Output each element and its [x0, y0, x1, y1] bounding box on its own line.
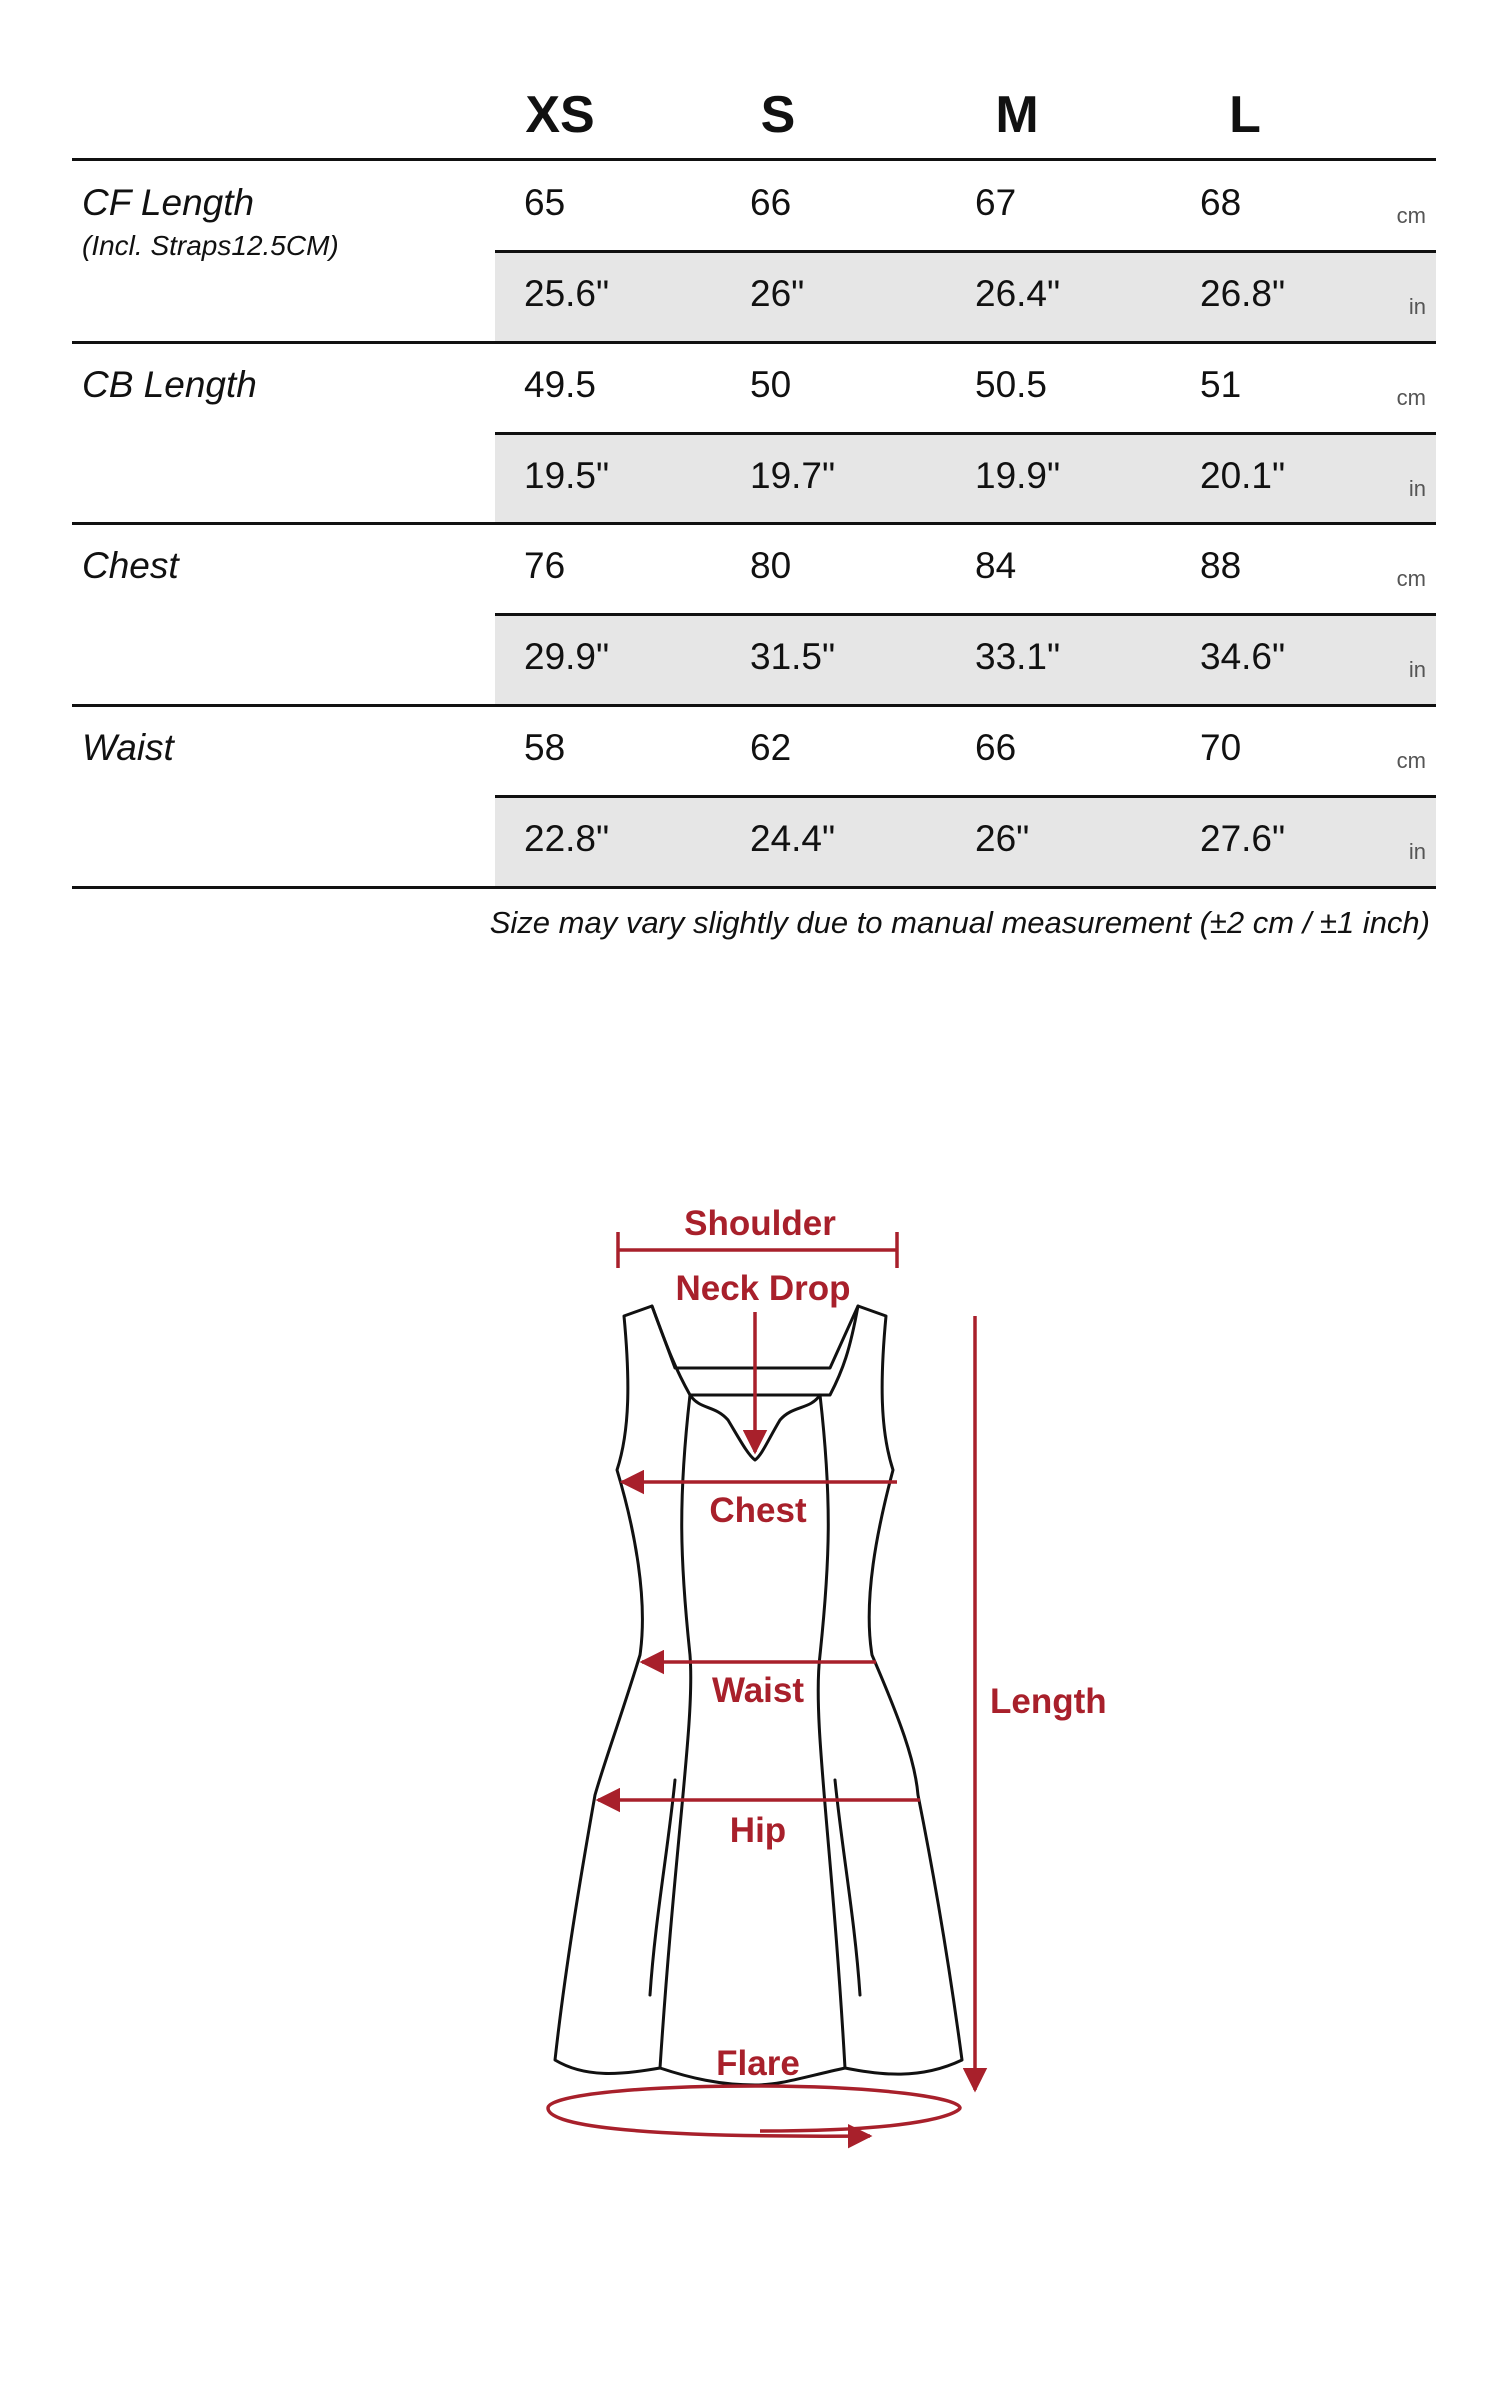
- cell-value: 49.5: [524, 364, 597, 405]
- seam-left: [660, 1395, 691, 2068]
- cell-value: 70: [1200, 727, 1242, 768]
- unit-label: in: [1408, 476, 1426, 501]
- row-label-cb-length: CB Length: [82, 364, 257, 405]
- cell-value: 76: [524, 545, 566, 586]
- unit-label: cm: [1396, 566, 1426, 591]
- row-label-cf-length: CF Length: [82, 182, 255, 223]
- row-label-chest: Chest: [82, 545, 179, 586]
- cell-value: 50.5: [975, 364, 1048, 405]
- cell-value: 68: [1200, 182, 1242, 223]
- unit-label: cm: [1396, 385, 1426, 410]
- measurement-note: Size may vary slightly due to manual measurement (±2 cm / ±1 inch): [489, 905, 1430, 940]
- cell-value: 65: [524, 182, 566, 223]
- waist-label: Waist: [711, 1671, 805, 1710]
- unit-label: in: [1408, 294, 1426, 319]
- unit-label: in: [1408, 839, 1426, 864]
- cell-value: 19.5": [524, 455, 610, 496]
- cell-value: 34.6": [1200, 636, 1286, 677]
- cell-value: 31.5": [750, 636, 836, 677]
- neck-drop-label: Neck Drop: [675, 1269, 851, 1308]
- flare-ellipse: [548, 2086, 960, 2136]
- cell-value: 62: [750, 727, 792, 768]
- cell-value: 66: [975, 727, 1017, 768]
- cell-value: 27.6": [1200, 818, 1286, 859]
- cell-value: 29.9": [524, 636, 610, 677]
- cell-value: 84: [975, 545, 1017, 586]
- cell-value: 24.4": [750, 818, 836, 859]
- cell-value: 26.8": [1200, 273, 1286, 314]
- cell-value: 26": [750, 273, 805, 314]
- row-sublabel-cf-length: (Incl. Straps12.5CM): [82, 230, 339, 261]
- cell-value: 66: [750, 182, 792, 223]
- cell-value: 25.6": [524, 273, 610, 314]
- length-label: Length: [990, 1682, 1107, 1721]
- unit-label: in: [1408, 657, 1426, 682]
- flare-label: Flare: [716, 2044, 800, 2083]
- unit-label: cm: [1396, 203, 1426, 228]
- pleat-left: [650, 1780, 675, 1995]
- size-header-m: M: [995, 86, 1039, 144]
- row-label-waist: Waist: [82, 727, 174, 768]
- chest-label: Chest: [709, 1491, 807, 1530]
- cell-value: 80: [750, 545, 792, 586]
- cell-value: 19.7": [750, 455, 836, 496]
- cell-value: 88: [1200, 545, 1242, 586]
- cell-value: 22.8": [524, 818, 610, 859]
- shoulder-label: Shoulder: [684, 1204, 836, 1243]
- cell-value: 20.1": [1200, 455, 1286, 496]
- size-header-xs: XS: [525, 86, 595, 144]
- cell-value: 26.4": [975, 273, 1061, 314]
- seam-right: [818, 1395, 845, 2068]
- cell-value: 19.9": [975, 455, 1061, 496]
- cell-value: 67: [975, 182, 1017, 223]
- unit-label: cm: [1396, 748, 1426, 773]
- cell-value: 33.1": [975, 636, 1061, 677]
- size-header-l: L: [1229, 86, 1261, 144]
- cell-value: 26": [975, 818, 1030, 859]
- hip-label: Hip: [729, 1811, 787, 1850]
- cell-value: 58: [524, 727, 566, 768]
- cell-value: 50: [750, 364, 792, 405]
- cell-value: 51: [1200, 364, 1242, 405]
- size-header-s: S: [760, 86, 796, 144]
